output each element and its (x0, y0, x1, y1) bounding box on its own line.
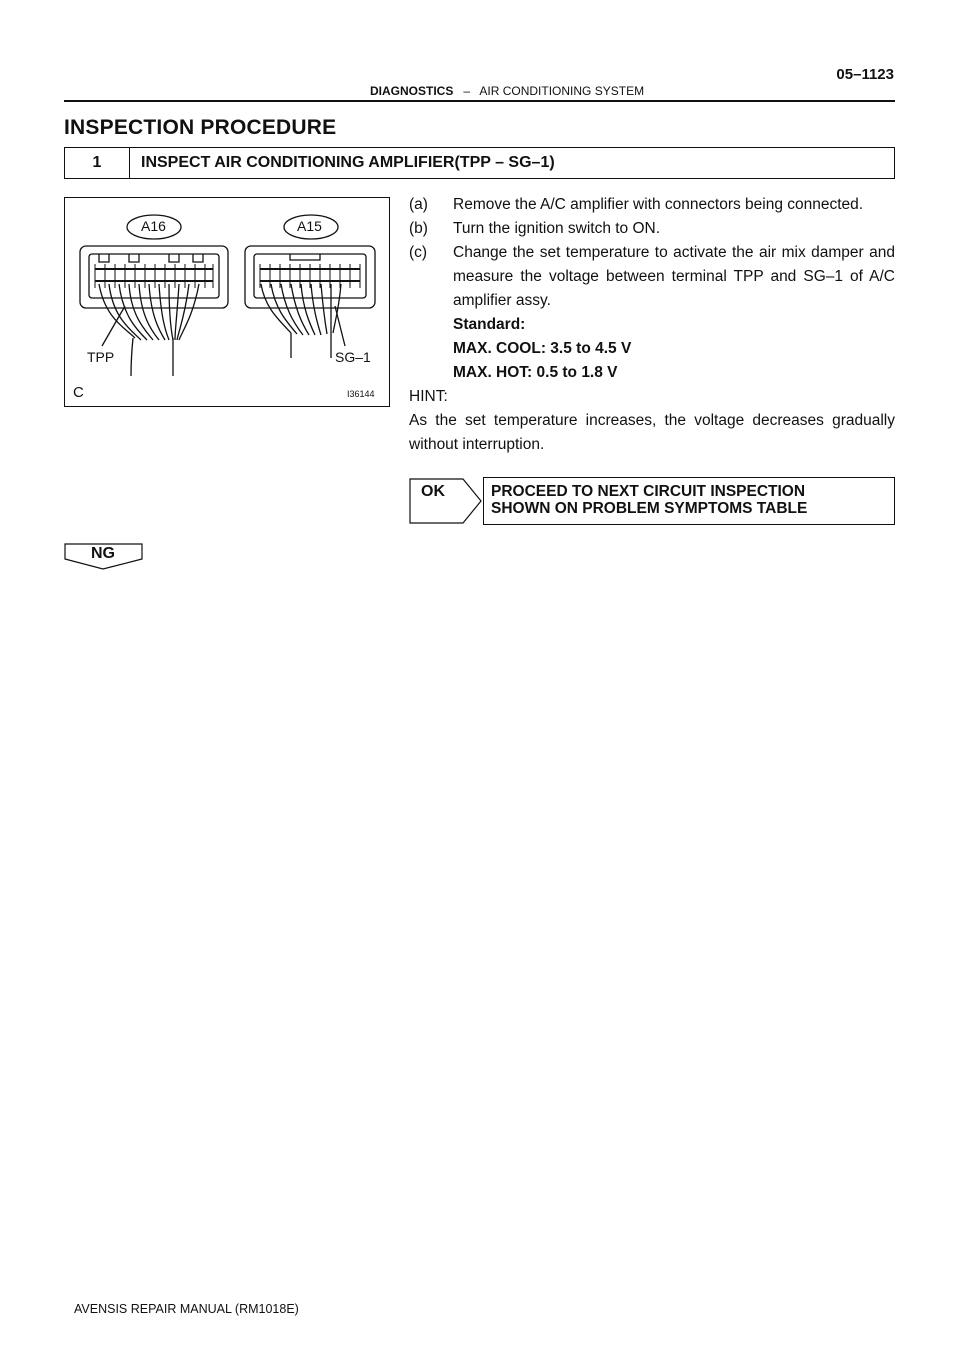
ng-label: NG (91, 545, 115, 562)
ok-action-line: SHOWN ON PROBLEM SYMPTOMS TABLE (491, 500, 808, 517)
standard-value: MAX. COOL: 3.5 to 4.5 V (453, 340, 632, 357)
header-rule (64, 100, 895, 102)
instructions-block (409, 193, 895, 457)
label-a15: A15 (297, 218, 322, 234)
page-title: INSPECTION PROCEDURE (64, 116, 337, 139)
step-number: 1 (65, 148, 130, 178)
instruction-text: Remove the A/C amplifier with connectors being connected. (453, 196, 864, 213)
label-sg1: SG–1 (335, 349, 371, 365)
standard-value: MAX. HOT: 0.5 to 1.8 V (453, 364, 618, 381)
ok-action-line: PROCEED TO NEXT CIRCUIT INSPECTION (491, 483, 806, 500)
standard-heading: Standard: (453, 316, 526, 333)
connector-drawing (65, 198, 391, 408)
running-header-section (370, 84, 644, 98)
figure-id: I36144 (347, 389, 375, 399)
hint-text: As the set temperature increases, the voltage decreases gradually without interruption. (409, 412, 895, 453)
instruction-text: Change the set temperature to activate the air mix damper and measure the voltage between terminal TPP and SG–1 of A/C amplifier assy. (453, 244, 895, 309)
section-separator: – (463, 84, 471, 98)
ng-result (64, 543, 144, 576)
instruction-label: (c) (409, 244, 428, 261)
hint-heading: HINT: (409, 388, 448, 405)
page-number: 05–1123 (836, 66, 894, 83)
instruction-text: Turn the ignition switch to ON. (453, 220, 661, 237)
connector-a16-housing (80, 246, 228, 308)
connector-figure (64, 197, 390, 407)
ok-action-box (483, 477, 895, 525)
instruction-item (409, 193, 895, 217)
label-tpp: TPP (87, 349, 115, 365)
instruction-item (409, 217, 895, 241)
step-box (64, 147, 895, 179)
section-sub: AIR CONDITIONING SYSTEM (479, 84, 645, 98)
instruction-label: (a) (409, 196, 428, 213)
ok-result (409, 477, 895, 525)
ok-action-text (491, 483, 888, 517)
leader-sg1 (335, 306, 345, 346)
footer-text: AVENSIS REPAIR MANUAL (RM1018E) (74, 1302, 299, 1316)
ok-label: OK (421, 483, 445, 500)
instruction-item (409, 241, 895, 313)
label-a16: A16 (141, 218, 166, 234)
step-title: INSPECT AIR CONDITIONING AMPLIFIER(TPP – SG–1) (141, 154, 555, 171)
label-corner-c: C (73, 384, 84, 401)
instruction-label: (b) (409, 220, 428, 237)
section-main: DIAGNOSTICS (370, 84, 454, 98)
